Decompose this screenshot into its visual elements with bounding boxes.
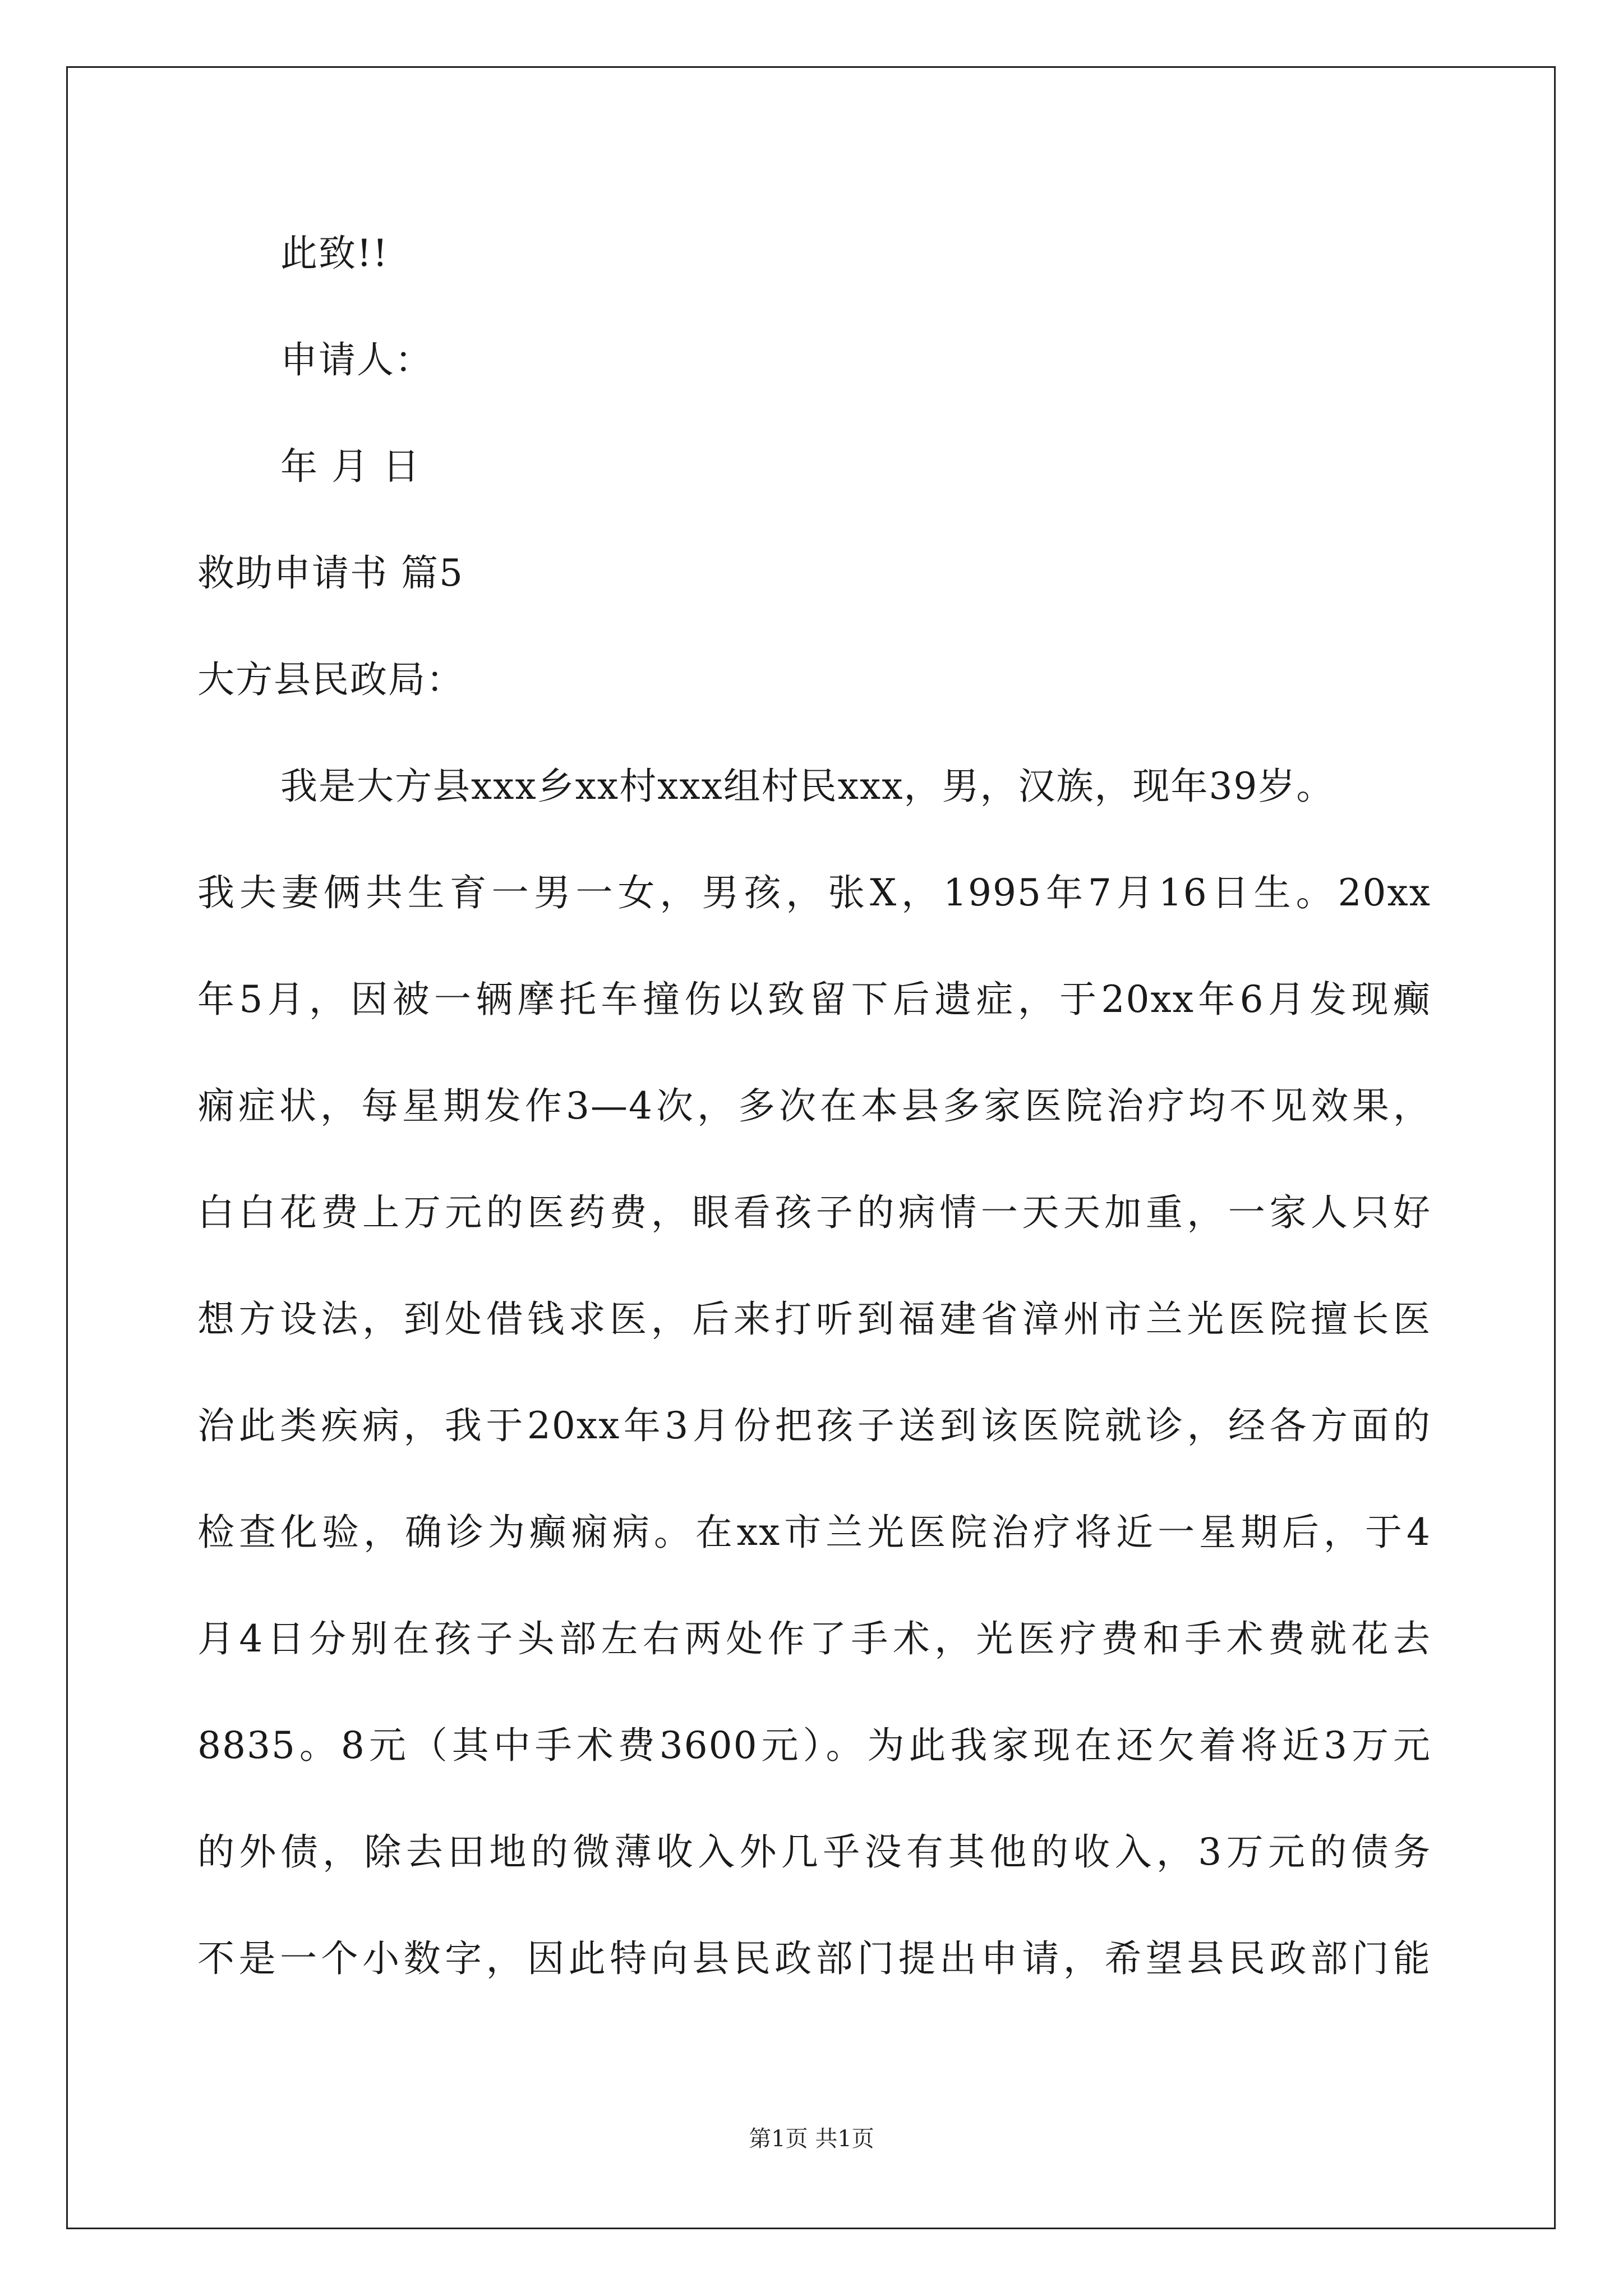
page-number-footer: 第1页 共1页	[749, 2126, 874, 2152]
paragraph-line: 我是大方县xxx乡xx村xxx组村民xxx，男，汉族，现年39岁。	[280, 765, 1335, 808]
paragraph-line: 的外债，除去田地的微薄收入外几乎没有其他的收入，3万元的债务	[197, 1830, 1431, 1874]
closing-salutation: 此致!!	[280, 232, 389, 275]
page-border	[66, 66, 1556, 2229]
section-title: 救助申请书 篇5	[197, 551, 464, 595]
paragraph-line: 想方设法，到处借钱求医，后来打听到福建省漳州市兰光医院擅长医	[197, 1297, 1431, 1341]
applicant-label: 申请人：	[280, 338, 433, 381]
letter-recipient: 大方县民政局：	[197, 658, 464, 701]
paragraph-line: 检查化验，确诊为癫痫病。在xx市兰光医院治疗将近一星期后，于4	[197, 1511, 1431, 1554]
paragraph-line: 不是一个小数字，因此特向县民政部门提出申请，希望县民政部门能	[197, 1937, 1431, 1980]
paragraph-line: 8835。8元（其中手术费3600元）。为此我家现在还欠着将近3万元	[197, 1724, 1431, 1767]
paragraph-line: 我夫妻俩共生育一男一女，男孩，张X，1995年7月16日生。20xx	[197, 871, 1431, 914]
paragraph-line: 治此类疾病，我于20xx年3月份把孩子送到该医院就诊，经各方面的	[197, 1404, 1431, 1447]
paragraph-line: 月4日分别在孩子头部左右两处作了手术，光医疗费和手术费就花去	[197, 1617, 1431, 1660]
paragraph-line: 白白花费上万元的医药费，眼看孩子的病情一天天加重，一家人只好	[197, 1191, 1431, 1234]
paragraph-line: 痫症状，每星期发作3—4次，多次在本县多家医院治疗均不见效果，	[197, 1084, 1431, 1128]
paragraph-line: 年5月，因被一辆摩托车撞伤以致留下后遗症，于20xx年6月发现癫	[197, 978, 1431, 1021]
date-line: 年 月 日	[280, 445, 421, 488]
